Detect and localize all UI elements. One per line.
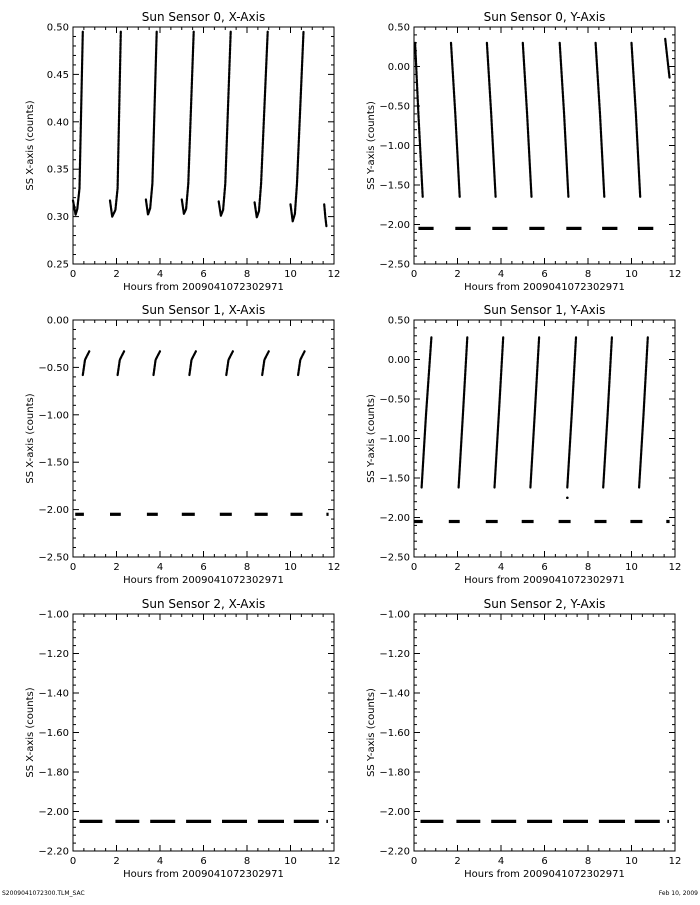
x-tick-label: 10 — [625, 856, 638, 867]
y-tick-label: −1.00 — [379, 434, 410, 445]
x-tick-label: 2 — [454, 269, 461, 280]
x-tick-label: 2 — [113, 856, 120, 867]
y-tick-label: 0.50 — [387, 22, 410, 34]
y-tick-label: −2.00 — [38, 505, 69, 517]
y-tick-label: −1.50 — [379, 180, 410, 192]
data-segment-curve — [146, 32, 157, 215]
y-tick-label: −2.20 — [38, 846, 69, 858]
x-tick-label: 4 — [497, 562, 505, 573]
data-series — [414, 337, 670, 521]
y-tick-label: −0.50 — [379, 394, 410, 406]
data-series — [75, 351, 328, 514]
data-segment-curve — [487, 43, 496, 197]
y-tick-label: −2.00 — [379, 220, 410, 231]
y-tick-label: 0.50 — [46, 22, 69, 34]
data-segment-curve — [298, 351, 305, 375]
y-tick-label: −1.00 — [38, 410, 69, 422]
data-segment-curve — [530, 337, 539, 487]
x-tick-label: 6 — [541, 562, 548, 573]
x-tick-label: 12 — [668, 269, 682, 280]
x-tick-label: 0 — [410, 269, 418, 280]
x-tick-label: 2 — [454, 856, 461, 867]
data-segment-curve — [110, 32, 121, 217]
y-tick-label: −1.50 — [379, 473, 410, 485]
x-tick-label: 8 — [243, 562, 251, 573]
data-segment-curve — [226, 351, 233, 375]
y-tick-label: −0.50 — [38, 362, 69, 374]
footer — [0, 888, 700, 900]
y-tick-label: −2.50 — [379, 552, 410, 564]
x-tick-label: 12 — [668, 562, 682, 573]
data-segment-curve — [154, 351, 161, 375]
x-tick-label: 8 — [584, 269, 592, 280]
data-segment-curve — [219, 32, 231, 216]
data-segment-curve — [665, 39, 669, 79]
x-axis-label: Hours from 2009041072302971 — [464, 575, 625, 586]
data-segment-curve — [495, 337, 504, 487]
data-segment-curve — [255, 32, 268, 218]
data-segment-curve — [639, 337, 648, 487]
data-segment-curve — [567, 337, 576, 487]
y-tick-label: −0.50 — [379, 101, 410, 113]
x-tick-label: 8 — [584, 562, 592, 573]
y-tick-label: 0.25 — [46, 259, 69, 271]
x-tick-label: 12 — [327, 269, 341, 280]
data-segment-curve — [459, 337, 468, 487]
y-tick-label: −2.50 — [379, 259, 410, 271]
chart-title: Sun Sensor 2, Y-Axis — [483, 597, 606, 611]
x-tick-label: 10 — [284, 269, 297, 280]
x-axis-label: Hours from 2009041072302971 — [464, 869, 625, 880]
data-segment-curve — [182, 32, 194, 214]
x-tick-label: 2 — [454, 562, 461, 573]
data-series — [415, 39, 669, 229]
y-axis-label: SS X-axis (counts) — [25, 100, 36, 191]
x-tick-label: 2 — [113, 269, 120, 280]
x-tick-label: 6 — [200, 269, 207, 280]
y-tick-label: −1.20 — [38, 649, 69, 660]
data-segment-curve — [596, 43, 605, 197]
y-tick-label: −2.00 — [38, 807, 69, 818]
y-tick-label: −1.40 — [38, 688, 69, 700]
plot-frame — [414, 614, 675, 851]
data-segment-curve — [603, 337, 612, 487]
data-segment-curve — [83, 351, 90, 375]
x-axis-label: Hours from 2009041072302971 — [464, 282, 625, 293]
y-axis-label: SS Y-axis (counts) — [366, 101, 377, 190]
x-tick-label: 10 — [625, 269, 638, 280]
x-axis-label: Hours from 2009041072302971 — [123, 575, 284, 586]
x-tick-label: 10 — [625, 562, 638, 573]
y-axis-label: SS Y-axis (counts) — [366, 394, 377, 483]
plot-frame — [73, 320, 334, 557]
y-tick-label: −2.00 — [379, 513, 410, 524]
y-axis-label: SS Y-axis (counts) — [366, 688, 377, 777]
data-segment-curve — [451, 43, 460, 197]
x-tick-label: 12 — [327, 562, 341, 573]
y-tick-label: 0.35 — [46, 164, 69, 176]
y-tick-label: 0.45 — [46, 69, 69, 81]
y-tick-label: 0.00 — [387, 62, 410, 73]
y-axis-label: SS X-axis (counts) — [25, 687, 36, 778]
chart-panel — [366, 597, 681, 880]
y-tick-label: −1.00 — [379, 141, 410, 152]
data-series — [73, 32, 326, 226]
y-tick-label: −1.00 — [38, 609, 69, 621]
chart-title: Sun Sensor 0, Y-Axis — [483, 10, 606, 24]
data-segment-curve — [291, 32, 304, 222]
y-tick-label: 0.40 — [46, 117, 69, 129]
chart-panel — [25, 597, 340, 880]
x-tick-label: 6 — [200, 856, 207, 867]
chart-panel — [366, 10, 681, 293]
y-tick-label: −1.40 — [379, 688, 410, 700]
y-tick-label: −1.80 — [38, 767, 69, 779]
data-segment-curve — [324, 204, 326, 226]
chart-panel — [25, 303, 340, 586]
x-tick-label: 10 — [284, 856, 297, 867]
y-tick-label: 0.00 — [387, 355, 410, 366]
chart-title: Sun Sensor 0, X-Axis — [141, 10, 266, 24]
y-tick-label: 0.00 — [46, 315, 69, 327]
x-tick-label: 4 — [156, 562, 164, 573]
x-tick-label: 4 — [156, 856, 164, 867]
x-tick-label: 10 — [284, 562, 297, 573]
y-tick-label: −1.50 — [38, 457, 69, 469]
x-tick-label: 0 — [69, 856, 77, 867]
x-tick-label: 2 — [113, 562, 120, 573]
y-tick-label: 0.50 — [387, 315, 410, 327]
y-tick-label: −2.00 — [379, 807, 410, 818]
x-tick-label: 6 — [200, 562, 207, 573]
plot-frame — [73, 614, 334, 851]
data-segment-curve — [118, 351, 125, 375]
y-tick-label: 0.30 — [46, 212, 69, 224]
x-tick-label: 8 — [243, 856, 251, 867]
x-tick-label: 12 — [668, 856, 682, 867]
y-tick-label: −1.00 — [379, 609, 410, 621]
x-axis-label: Hours from 2009041072302971 — [123, 869, 284, 880]
y-tick-label: −1.20 — [379, 649, 410, 660]
y-tick-label: −1.80 — [379, 767, 410, 779]
data-segment-curve — [632, 43, 641, 197]
x-tick-label: 6 — [541, 269, 548, 280]
chart-title: Sun Sensor 1, Y-Axis — [483, 303, 606, 317]
x-tick-label: 8 — [243, 269, 251, 280]
footer-date-label: Feb 10, 2009 — [658, 890, 698, 897]
x-tick-label: 12 — [327, 856, 341, 867]
chart-title: Sun Sensor 1, X-Axis — [141, 303, 266, 317]
data-segment-curve — [422, 337, 432, 487]
footer-source-label: S2009041072300.TLM_SAC — [2, 890, 85, 897]
data-segment-curve — [189, 351, 196, 375]
y-tick-label: −1.60 — [38, 728, 69, 739]
plot-frame — [73, 27, 334, 264]
chart-panel — [25, 10, 340, 293]
data-segment-curve — [262, 351, 269, 375]
data-segment-curve — [560, 43, 569, 197]
x-axis-label: Hours from 2009041072302971 — [123, 282, 284, 293]
data-segment-curve — [523, 43, 532, 197]
data-point — [566, 496, 569, 499]
x-tick-label: 8 — [584, 856, 592, 867]
chart-title: Sun Sensor 2, X-Axis — [141, 597, 266, 611]
x-tick-label: 0 — [69, 269, 77, 280]
x-tick-label: 4 — [497, 269, 505, 280]
y-tick-label: −1.60 — [379, 728, 410, 739]
x-tick-label: 0 — [410, 856, 418, 867]
x-tick-label: 0 — [410, 562, 418, 573]
data-segment-curve — [415, 43, 423, 197]
x-tick-label: 4 — [156, 269, 164, 280]
y-tick-label: −2.50 — [38, 552, 69, 564]
y-axis-label: SS X-axis (counts) — [25, 393, 36, 484]
y-tick-label: −2.20 — [379, 846, 410, 858]
data-segment-curve — [73, 32, 83, 215]
x-tick-label: 6 — [541, 856, 548, 867]
x-tick-label: 4 — [497, 856, 505, 867]
x-tick-label: 0 — [69, 562, 77, 573]
chart-panel — [366, 303, 681, 586]
